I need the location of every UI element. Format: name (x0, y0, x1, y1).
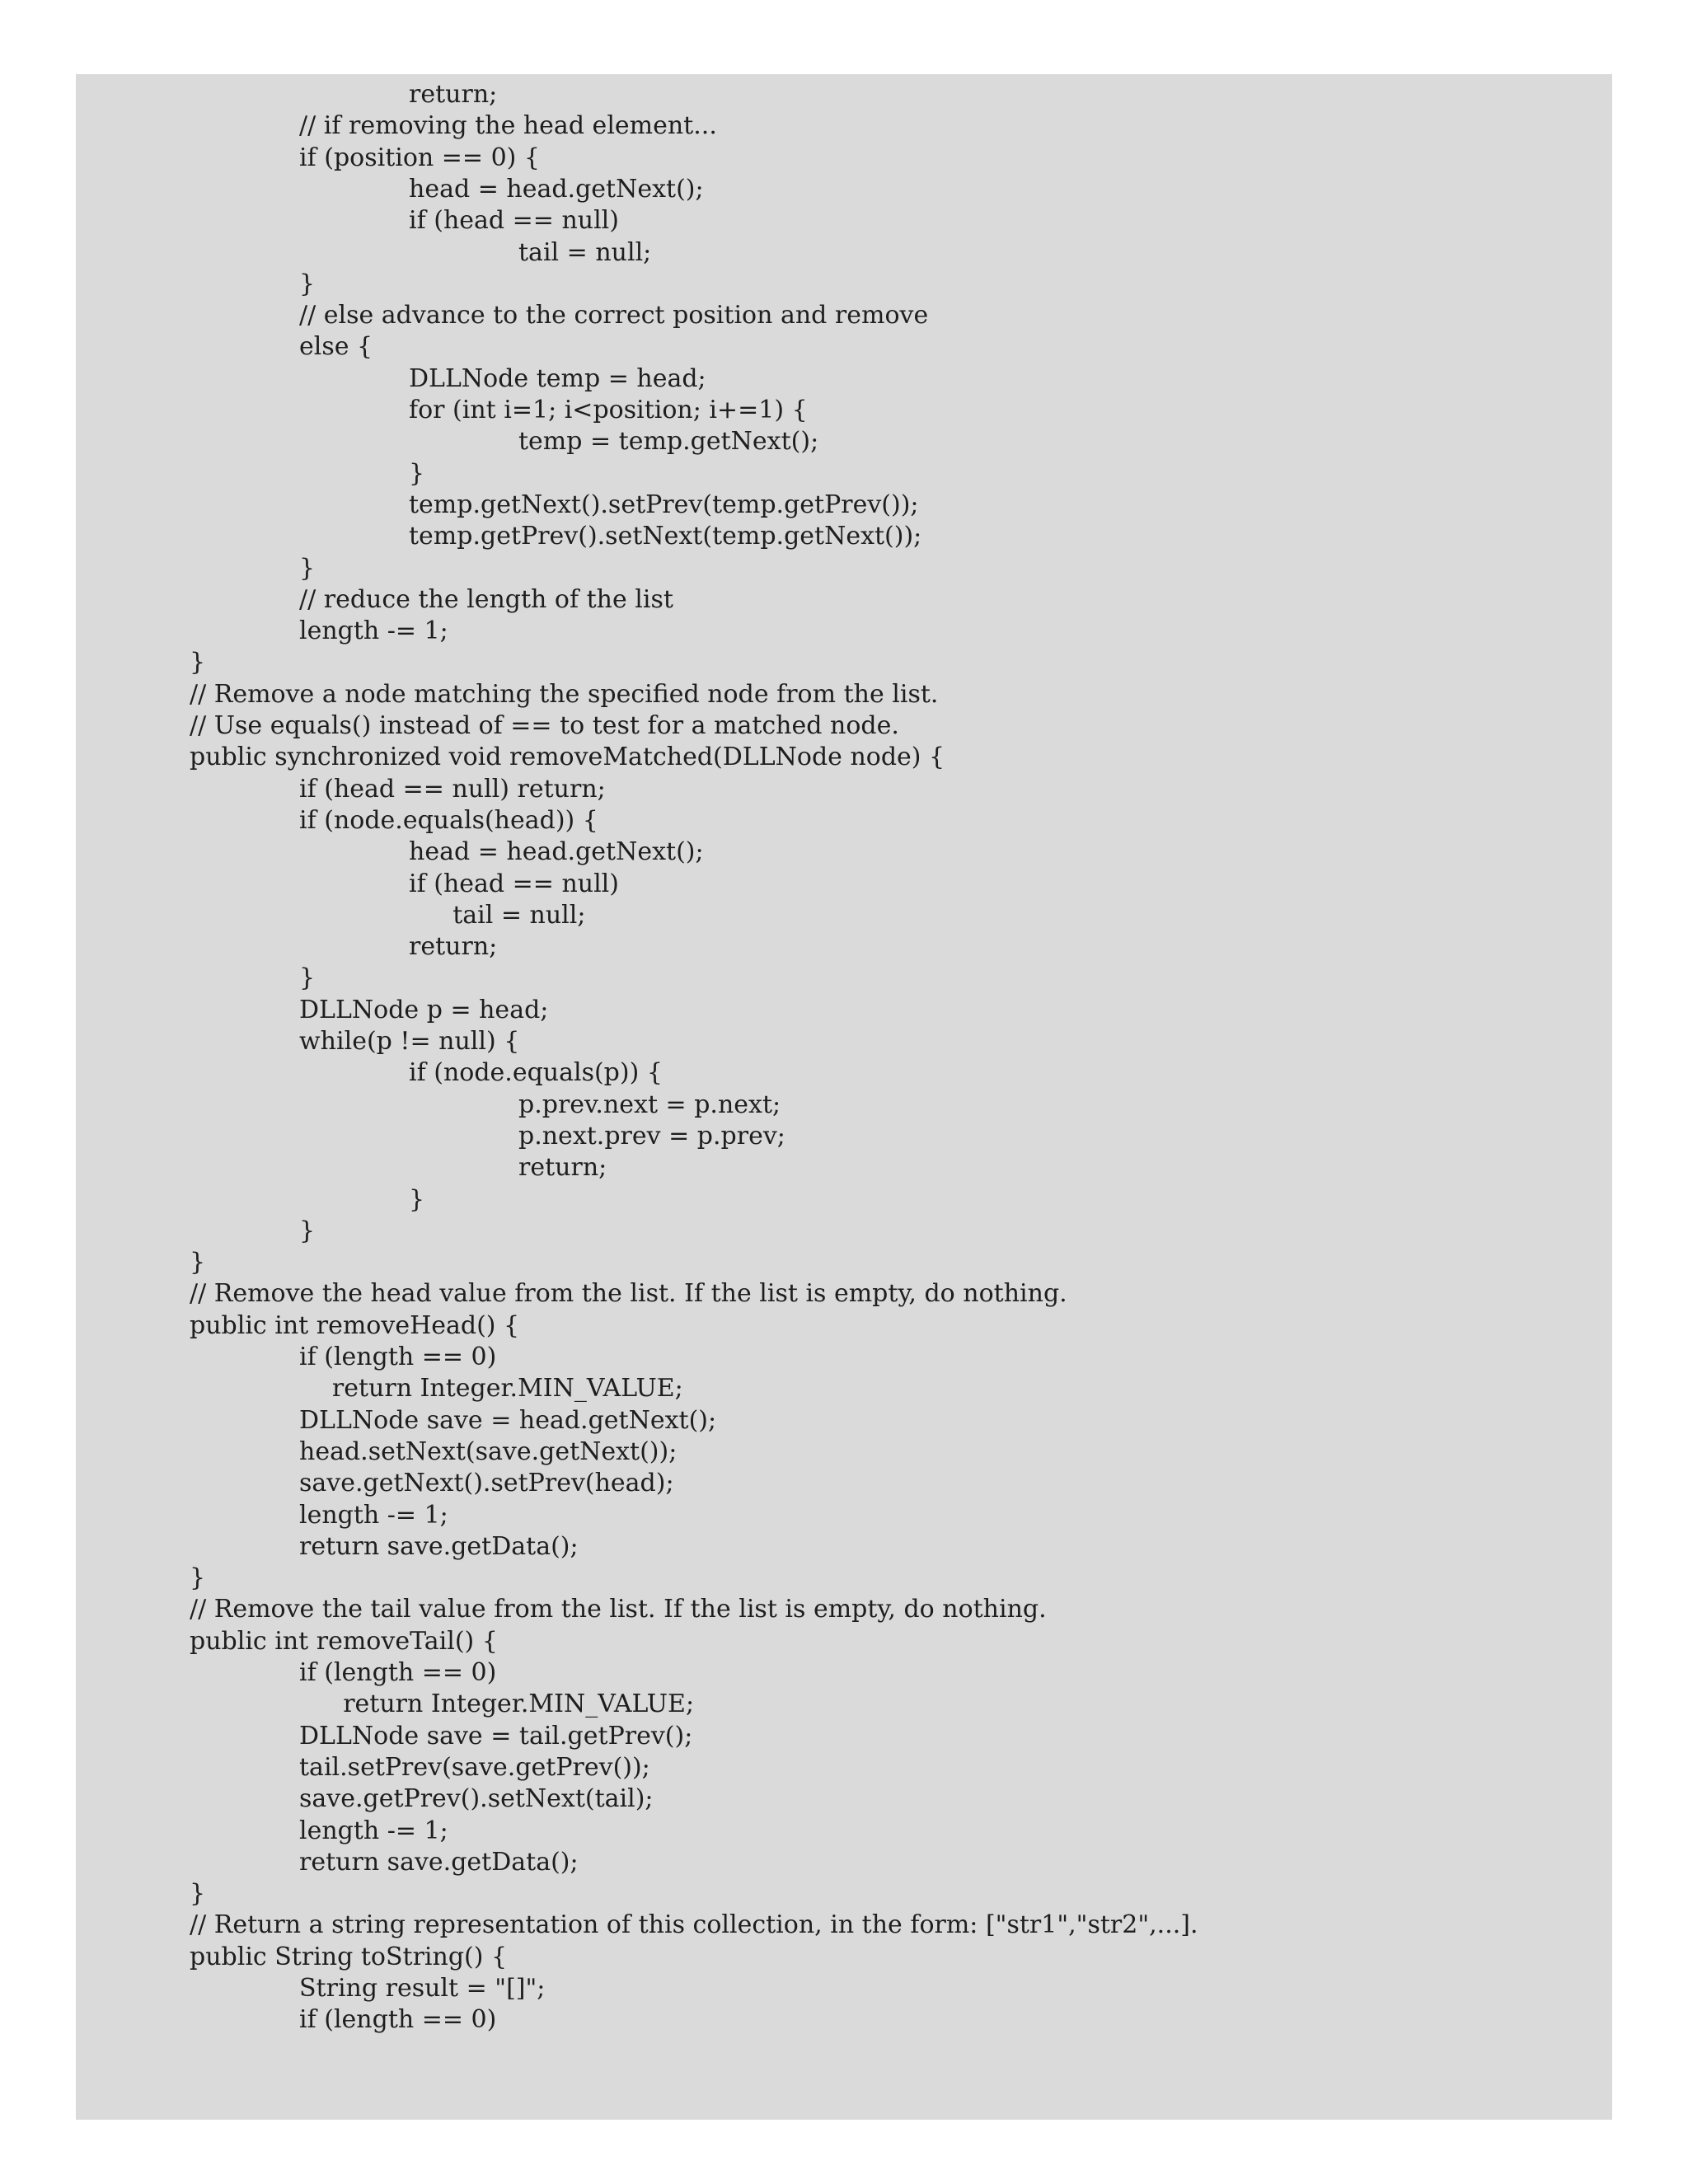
code-line: return save.getData(); (299, 1531, 579, 1561)
code-line: // Remove the head value from the list. If the list is empty, do nothing. (190, 1279, 1067, 1309)
code-line: head = head.getNext(); (409, 837, 704, 867)
code-line: return; (409, 80, 498, 109)
code-line: // Remove the tail value from the list. If the list is empty, do nothing. (190, 1595, 1047, 1624)
code-line: else { (299, 332, 373, 362)
code-line: temp.getNext().setPrev(temp.getPrev()); (409, 490, 919, 519)
code-line: } (190, 1563, 206, 1593)
code-line: public int removeTail() { (190, 1626, 498, 1656)
code-line: // Remove a node matching the specified node from the list. (190, 679, 939, 709)
code-line: tail.setPrev(save.getPrev()); (299, 1752, 650, 1782)
code-line: } (409, 458, 425, 488)
code-line: p.next.prev = p.prev; (518, 1121, 785, 1151)
code-line: return Integer.MIN_VALUE; (331, 1374, 683, 1404)
code-line: length -= 1; (299, 1500, 448, 1530)
code-line: if (length == 0) (299, 1658, 497, 1687)
code-line: // Use equals() instead of == to test for a matched node. (190, 711, 899, 740)
code-line: } (190, 648, 206, 677)
code-line: head.setNext(save.getNext()); (299, 1436, 678, 1466)
code-line: tail = null; (518, 237, 652, 267)
code-line: head = head.getNext(); (409, 174, 704, 204)
code-line: return save.getData(); (299, 1847, 579, 1877)
code-line: DLLNode temp = head; (409, 363, 706, 393)
code-line: if (position == 0) { (299, 143, 540, 172)
code-line: temp.getPrev().setNext(temp.getNext()); (409, 522, 922, 551)
code-line: String result = "[]"; (299, 1974, 546, 2003)
code-line: } (299, 269, 316, 298)
code-line: } (299, 963, 316, 993)
code-line: DLLNode save = tail.getPrev(); (299, 1721, 693, 1750)
code-line: if (length == 0) (299, 1343, 497, 1371)
code-line: save.getPrev().setNext(tail); (299, 1784, 654, 1814)
code-line: if (head == null) (409, 206, 619, 236)
code-line: length -= 1; (299, 616, 448, 646)
code-line: if (length == 0) (299, 2005, 497, 2035)
code-line: tail = null; (452, 900, 586, 930)
code-line: if (node.equals(head)) { (299, 805, 598, 835)
code-line: if (head == null) (409, 869, 619, 898)
code-line: DLLNode p = head; (299, 995, 549, 1024)
code-line: p.prev.next = p.next; (518, 1090, 781, 1119)
code-line: } (409, 1184, 425, 1214)
code-line: return Integer.MIN_VALUE; (343, 1690, 695, 1719)
code-line: } (299, 553, 316, 583)
code-line: if (node.equals(p)) { (409, 1058, 663, 1088)
code-line: // else advance to the correct position and remove (299, 301, 929, 330)
code-line: save.getNext().setPrev(head); (299, 1469, 674, 1498)
code-line: // if removing the head element... (299, 111, 717, 141)
code-line: } (190, 1879, 206, 1909)
code-line: return; (518, 1153, 607, 1183)
code-line: if (head == null) return; (299, 774, 606, 804)
code-line: return; (409, 932, 498, 962)
code-line: } (190, 1248, 206, 1277)
code-line: // Return a string representation of this collection, in the form: ["str1","str2",...]. (190, 1910, 1198, 1940)
code-line: for (int i=1; i<position; i+=1) { (409, 396, 808, 424)
code-line: // reduce the length of the list (299, 584, 673, 614)
code-listing-panel (76, 74, 1612, 2120)
code-line: public String toString() { (190, 1942, 508, 1971)
code-line: temp = temp.getNext(); (518, 427, 819, 457)
code-line: } (299, 1216, 316, 1245)
code-line: public int removeHead() { (190, 1310, 520, 1340)
code-line: DLLNode save = head.getNext(); (299, 1405, 717, 1435)
code-line: length -= 1; (299, 1816, 448, 1845)
code-line: public synchronized void removeMatched(DLLNode node) { (190, 743, 945, 772)
code-line: while(p != null) { (299, 1027, 520, 1056)
